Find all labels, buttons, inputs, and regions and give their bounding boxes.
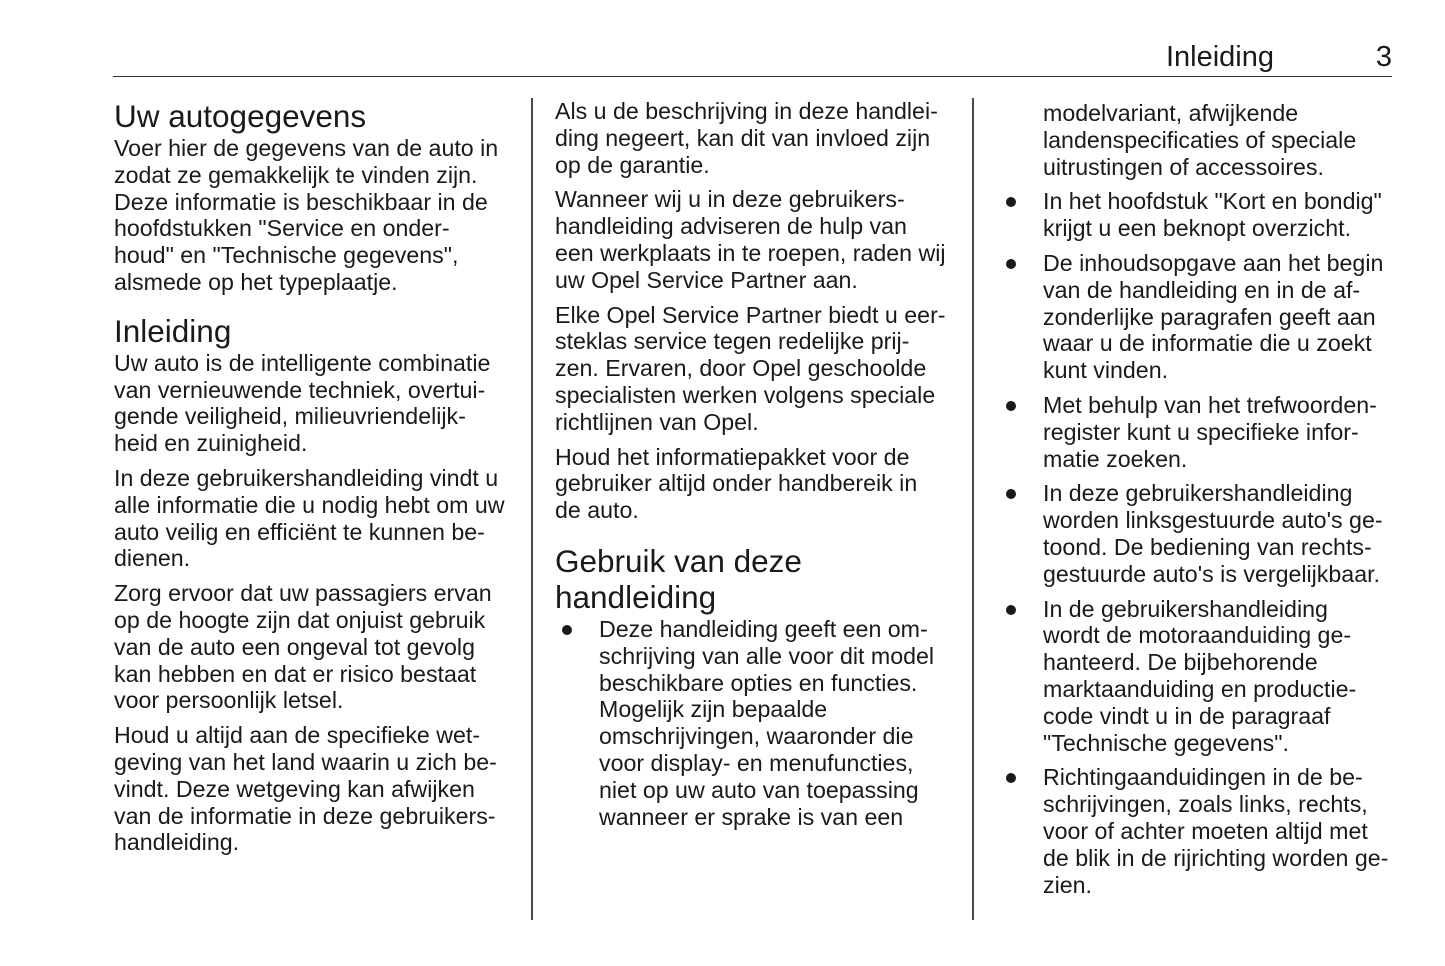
list-item: In deze gebruikershandleiding worden linksgestuurde auto's ge- toond. De bediening van rechts- gestuurde auto's is vergelijkbaar. bbox=[999, 480, 1394, 587]
section-inleiding bbox=[114, 313, 514, 856]
bullet-icon bbox=[1006, 197, 1016, 207]
paragraph: Houd het informatiepakket voor de gebruiker altijd onder handbereik in de auto. bbox=[555, 443, 918, 524]
chapter-title: Inleiding bbox=[1165, 41, 1274, 73]
paragraph: Houd u altijd aan de specifieke wet- geving van het land waarin u zich be- vindt. Deze wetgeving kan afwijken van de informatie in deze gebruikers- handleiding. bbox=[114, 722, 497, 856]
list-item: Richtingaanduidingen in de be- schrijvingen, zoals links, rechts, voor of achter moeten altijd met de blik in de rijrichting worden ge- zien. bbox=[999, 764, 1394, 898]
column-divider bbox=[972, 98, 974, 920]
bullet-icon bbox=[1006, 773, 1016, 783]
column-1 bbox=[114, 98, 514, 873]
bullet-icon bbox=[1006, 401, 1016, 411]
list-item: Met behulp van het trefwoorden- register kunt u specifieke infor- matie zoeken. bbox=[999, 392, 1394, 472]
section-gebruik-van-deze-handleiding bbox=[555, 543, 955, 830]
section-uw-autogegevens bbox=[114, 98, 514, 296]
paragraph: In deze gebruikershandleiding vindt u alle informatie die u nodig hebt om uw auto veilig en efficiënt te kunnen be- dienen. bbox=[114, 464, 505, 572]
list-item: In de gebruikershandleiding wordt de motoraanduiding ge- hanteerd. De bijbehorende marktaanduiding en productie- code vindt u in de paragraaf "Technische gegevens". bbox=[999, 596, 1394, 757]
paragraph: Voer hier de gegevens van de auto in zodat ze gemakkelijk te vinden zijn. Deze informatie is beschikbaar in de hoofdstukken "Service en onder- houd" en "Technische gegevens", alsmede op het typeplaatje. bbox=[114, 135, 499, 295]
section-heading: Gebruik van deze handleiding bbox=[555, 542, 802, 615]
bullet-icon bbox=[1006, 259, 1016, 269]
paragraph: Elke Opel Service Partner biedt u eer- steklas service tegen redelijke prij- zen. Ervaren, door Opel geschoolde specialisten werken volgens speciale richtlijnen van Opel. bbox=[555, 301, 946, 435]
list-item: De inhoudsopgave aan het begin van de handleiding en in de af- zonderlijke paragrafen geeft aan waar u de informatie die u zoekt kunt vinden. bbox=[999, 250, 1394, 384]
list-item-continuation: modelvariant, afwijkende landenspecificaties of speciale uitrustingen of accessoires. bbox=[1043, 100, 1357, 180]
list-item: Deze handleiding geeft een om- schrijving van alle voor dit model beschikbare opties en functies. Mogelijk zijn bepaalde omschrijvingen, waaronder die voor display- en menufuncties, niet op uw auto van toepassing wanneer er sprake is van een bbox=[555, 616, 955, 830]
page-header bbox=[113, 36, 1392, 77]
paragraph: Zorg ervoor dat uw passagiers ervan op de hoogte zijn dat onjuist gebruik van de auto een ongeval tot gevolg kan hebben en dat er risico bestaat voor persoonlijk letsel. bbox=[114, 580, 492, 714]
column-3 bbox=[999, 98, 1394, 906]
paragraph: Als u de beschrijving in deze handlei- ding negeert, kan dit van invloed zijn op de garantie. bbox=[555, 98, 938, 178]
bullet-list bbox=[999, 188, 1394, 898]
section-heading: Inleiding bbox=[114, 312, 232, 349]
column-divider bbox=[531, 98, 533, 920]
bullet-icon bbox=[562, 625, 572, 635]
paragraph: Wanneer wij u in deze gebruikers- handleiding adviseren de hulp van een werkplaats in te roepen, raden wij uw Opel Service Partner aan. bbox=[555, 186, 946, 293]
list-item: In het hoofdstuk "Kort en bondig" krijgt u een beknopt overzicht. bbox=[999, 188, 1394, 242]
column-2 bbox=[555, 98, 955, 838]
bullet-icon bbox=[1006, 605, 1016, 615]
page-number: 3 bbox=[1375, 41, 1392, 73]
paragraph: Uw auto is de intelligente combinatie van vernieuwende techniek, overtui- gende veiligheid, milieuvriendelijk- heid en zuinigheid. bbox=[114, 349, 491, 457]
bullet-list bbox=[555, 616, 955, 830]
section-heading: Uw autogegevens bbox=[114, 98, 367, 134]
bullet-icon bbox=[1006, 489, 1016, 499]
